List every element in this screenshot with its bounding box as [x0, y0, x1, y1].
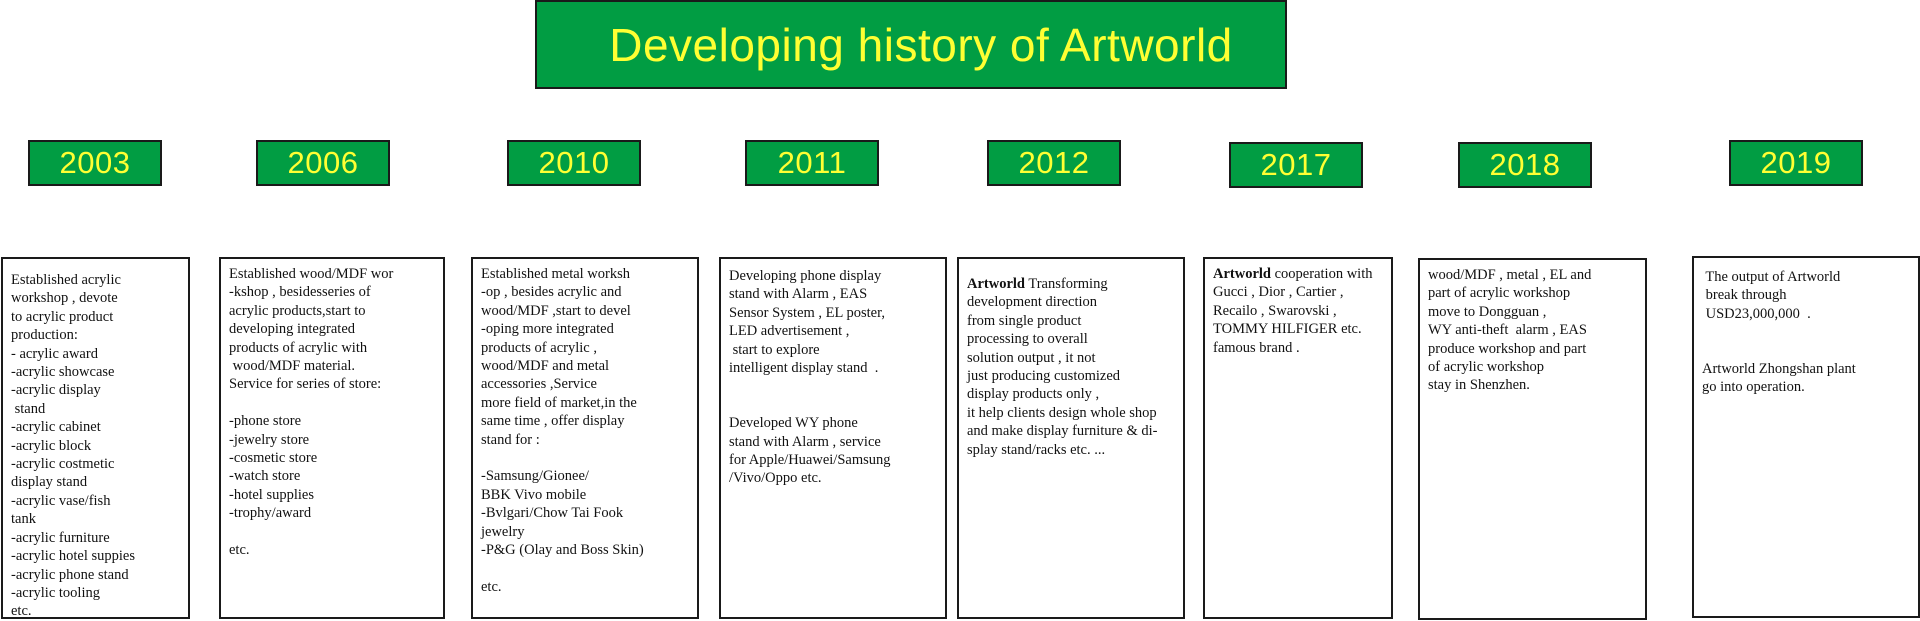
milestone-line: [229, 523, 435, 541]
milestone-line: display stand: [11, 474, 88, 491]
milestone-line: jewelry: [481, 523, 525, 540]
milestone-line: etc.: [229, 542, 250, 559]
milestone-line: Gucci , Dior , Cartier ,: [1213, 284, 1344, 301]
milestone-line: Established wood/MDF wor: [229, 266, 394, 282]
milestone-line: [1702, 342, 1910, 360]
milestone-line: [1702, 323, 1910, 341]
milestone-line: - acrylic award: [11, 345, 98, 362]
milestone-card-2017: [1203, 257, 1393, 619]
milestone-line: [481, 559, 689, 577]
title-banner: [535, 0, 1287, 89]
milestone-line: and make display furniture & di-: [967, 423, 1158, 440]
milestone-line: Developed WY phone: [729, 415, 858, 432]
milestone-line: of acrylic workshop: [1428, 359, 1544, 376]
milestone-line: wood/MDF , metal , EL and: [1428, 267, 1592, 283]
milestone-line: products of acrylic ,: [481, 339, 597, 356]
milestone-line: -op , besides acrylic and: [481, 284, 622, 301]
milestone-line: more field of market,in the: [481, 394, 637, 411]
milestone-line: stand with Alarm , EAS: [729, 286, 868, 303]
milestone-text: Transforming: [1025, 276, 1108, 292]
milestone-line: -acrylic furniture: [11, 529, 110, 546]
milestone-line: -acrylic showcase: [11, 364, 115, 381]
milestone-line: move to Dongguan ,: [1428, 303, 1547, 320]
milestone-line: for Apple/Huawei/Samsung: [729, 452, 891, 469]
milestone-line: tank: [11, 511, 36, 528]
milestone-card-2006: [219, 257, 445, 619]
milestone-line: -Bvlgari/Chow Tai Fook: [481, 505, 624, 522]
year-label: 2011: [777, 145, 847, 180]
milestone-line: -cosmetic store: [229, 450, 318, 467]
milestone-card-2019: [1692, 256, 1920, 618]
year-box-2010: [507, 140, 641, 186]
milestone-line: [229, 394, 435, 412]
company-name: Artworld: [1213, 266, 1271, 282]
milestone-line: Established metal worksh: [481, 266, 631, 282]
milestone-line: development direction: [967, 294, 1098, 311]
milestone-line: -hotel supplies: [229, 486, 314, 503]
milestone-line: processing to overall: [967, 331, 1088, 348]
milestone-line: part of acrylic workshop: [1428, 285, 1571, 302]
milestone-line: -Samsung/Gionee/: [481, 468, 589, 485]
milestone-line: -jewelry store: [229, 431, 310, 448]
milestone-line: -phone store: [229, 413, 302, 430]
milestone-line: Service for series of store:: [229, 376, 382, 393]
milestone-line: -acrylic tooling: [11, 584, 100, 601]
milestone-line: /Vivo/Oppo etc.: [729, 470, 822, 487]
milestone-line: Sensor System , EL poster,: [729, 304, 885, 321]
milestone-line: Established acrylic: [11, 272, 121, 288]
year-label: 2010: [538, 145, 610, 180]
year-label: 2012: [1018, 145, 1090, 180]
year-box-2003: [28, 140, 162, 186]
year-label: 2003: [59, 145, 131, 180]
milestone-line: -trophy/award: [229, 505, 312, 522]
year-label: 2018: [1489, 147, 1561, 182]
year-label: 2006: [287, 145, 359, 180]
milestone-line: produce workshop and part: [1428, 340, 1587, 357]
milestone-line: etc.: [481, 578, 502, 595]
milestone-line: acrylic products,start to: [229, 302, 366, 319]
milestone-line: The output of Artworld: [1702, 269, 1841, 285]
milestone-line: USD23,000,000 .: [1702, 305, 1811, 322]
milestone-line: BBK Vivo mobile: [481, 486, 587, 503]
milestone-line: TOMMY HILFIGER etc.: [1213, 321, 1362, 338]
year-box-2018: [1458, 142, 1592, 188]
milestone-line: -acrylic costmetic: [11, 456, 115, 473]
milestone-line: just producing customized: [967, 368, 1121, 385]
milestone-line: wood/MDF material.: [229, 358, 356, 375]
milestone-card-2018: [1418, 258, 1647, 620]
milestone-card-2011: [719, 257, 947, 619]
milestone-line: -acrylic phone stand: [11, 566, 129, 583]
milestone-line: stay in Shenzhen.: [1428, 377, 1530, 394]
milestone-line: wood/MDF and metal: [481, 358, 610, 375]
milestone-line: to acrylic product: [11, 308, 114, 325]
company-name: Artworld: [967, 276, 1025, 292]
milestone-card-2010: [471, 257, 699, 619]
milestone-line: intelligent display stand .: [729, 360, 879, 377]
milestone-line: Developing phone display: [729, 268, 882, 284]
milestone-line: [967, 275, 1175, 293]
year-box-2017: [1229, 142, 1363, 188]
milestone-line: production:: [11, 327, 78, 344]
milestone-line: same time , offer display: [481, 413, 625, 430]
milestone-line: wood/MDF ,start to devel: [481, 302, 631, 319]
year-label: 2019: [1760, 145, 1832, 180]
milestone-line: products of acrylic with: [229, 339, 368, 356]
milestone-line: -acrylic hotel suppies: [11, 548, 136, 565]
milestone-line: splay stand/racks etc. ...: [967, 441, 1106, 458]
milestone-line: -P&G (Olay and Boss Skin): [481, 542, 644, 559]
milestone-line: accessories ,Service: [481, 376, 597, 393]
year-box-2011: [745, 140, 879, 186]
year-box-2019: [1729, 140, 1863, 186]
year-box-2006: [256, 140, 390, 186]
milestone-line: developing integrated: [229, 321, 356, 338]
milestone-line: [729, 377, 937, 395]
milestone-line: display products only ,: [967, 386, 1100, 403]
milestone-line: LED advertisement ,: [729, 323, 850, 340]
milestone-line: -acrylic block: [11, 437, 92, 454]
milestone-line: WY anti-theft alarm , EAS: [1428, 322, 1587, 339]
milestone-line: from single product: [967, 312, 1082, 329]
milestone-line: -acrylic cabinet: [11, 419, 101, 436]
milestone-line: stand with Alarm , service: [729, 433, 881, 450]
milestone-line: -kshop , besidesseries of: [229, 284, 371, 301]
milestone-line: stand: [11, 400, 46, 417]
milestone-line: solution output , it not: [967, 349, 1096, 366]
milestone-line: start to explore: [729, 341, 820, 358]
milestone-line: -acrylic vase/fish: [11, 492, 111, 509]
milestone-line: Recailo , Swarovski ,: [1213, 302, 1337, 319]
page-title: Developing history of Artworld: [609, 18, 1233, 71]
milestone-line: -oping more integrated: [481, 321, 614, 338]
milestone-line: stand for :: [481, 431, 540, 448]
year-label: 2017: [1260, 147, 1332, 182]
milestone-line: break through: [1702, 287, 1787, 304]
milestone-line: [729, 396, 937, 414]
milestone-line: Artworld Zhongshan plant: [1702, 361, 1856, 377]
milestone-line: famous brand .: [1213, 339, 1300, 356]
milestone-line: [1213, 265, 1383, 283]
milestone-card-2012: [957, 257, 1185, 619]
milestone-line: go into operation.: [1702, 379, 1805, 396]
year-box-2012: [987, 140, 1121, 186]
milestone-line: workshop , devote: [11, 290, 118, 307]
milestone-line: it help clients design whole shop: [967, 404, 1157, 421]
milestone-text: cooperation with: [1271, 266, 1373, 282]
milestone-card-2003: [1, 257, 190, 619]
milestone-line: [481, 449, 689, 467]
milestone-line: -watch store: [229, 468, 301, 485]
milestone-line: etc.: [11, 603, 32, 619]
milestone-line: -acrylic display: [11, 382, 101, 399]
